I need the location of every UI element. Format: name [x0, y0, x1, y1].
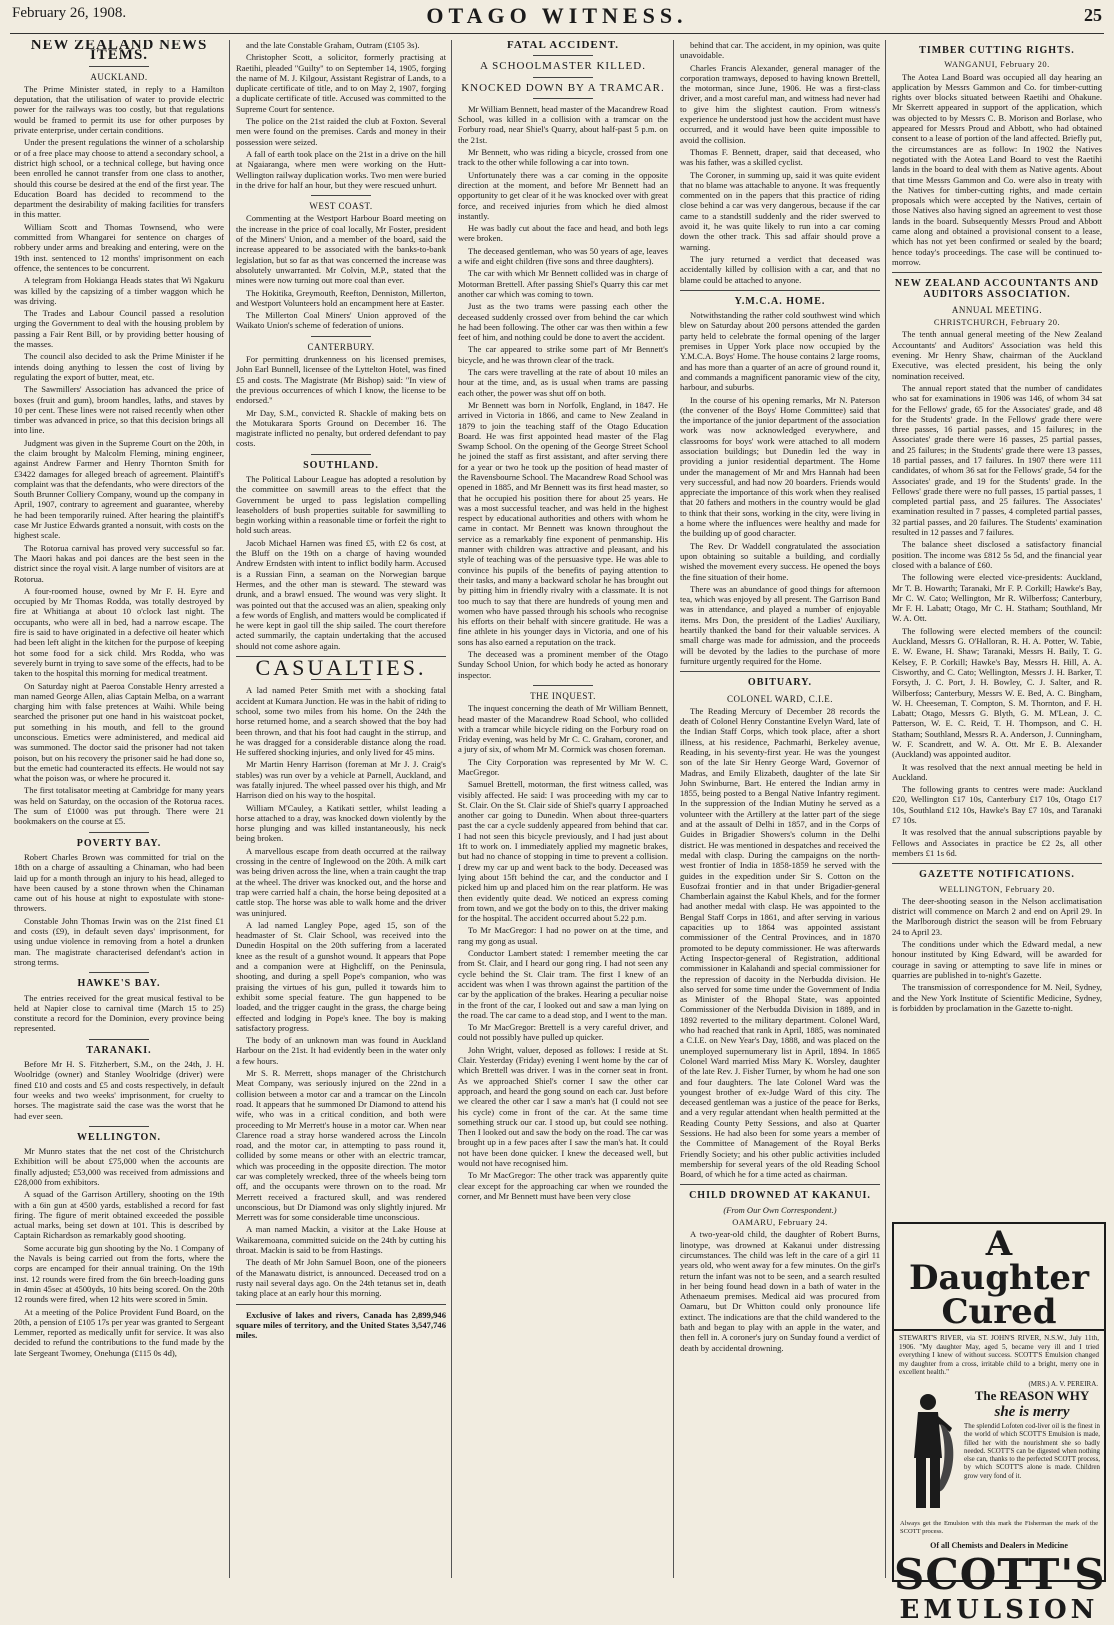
issue-date: February 26, 1908. — [12, 5, 127, 21]
divider — [311, 454, 371, 455]
paragraph: A four-roomed house, owned by Mr F. H. Eyre and occupied by Mr Thomas Rodda, was totally destroyed by fire at Whitianga at about 10 o'clock last night. The occupants, who were all in bed, had a narrow escape. The fire is said to have originated in a defective oil heater which had been left alight in the kitchen for the purpose of keeping hot some food for a sick child. Mrs Rodda, who was severely burnt in trying to save some of the effects, had to be taken to the hospital this morning for medical treatment. — [14, 585, 224, 679]
article-headline: Y.M.C.A. HOME. — [734, 295, 826, 307]
column-5 — [892, 40, 1102, 1216]
article-headline: FATAL ACCIDENT. — [507, 40, 619, 51]
article-body — [236, 40, 446, 190]
column-3 — [458, 40, 668, 1578]
region-heading: CANTERBURY. — [307, 341, 375, 352]
article-body — [14, 993, 224, 1034]
paragraph: The Sawmillers' Association has advanced the price of boxes (fruit and gum), broom handles, laths, and staves by 10 per cent. These lines were not raised recently when other timber was advanced in price, so that this decision brings all into line. — [14, 384, 224, 436]
paragraph: The Aotea Land Board was occupied all day hearing an application by Messrs Gammon and Co. for timber-cutting rights over blocks situated between Raetihi and Ohakune. Mr Skerrett appeared in support of the application, which was objected to by Messrs C. B. Morison and Borlase, who appeared for Messrs Proud and Abbott, who had obtained consent to a lease of portion of the land affected. Briefly put, the circumstances are as follow: In 1902 the Natives negotiated with the Aotea Land Board to vest the Raetihi lands in the board to deal with them as Native agents. About that time Messrs Gammon and Co. were also in treaty with the Natives for timber-cutting rights, and made certain proposals which were accepted by the Natives, certain of those Natives also having signed an agreement to vest those lands in the board. Subsequently Messrs Proud and Abbott came along and obtained a provisional consent to a lease, which has not yet been confirmed or sealed by the board; hence today's proceedings. The case will be continued to-morrow. — [892, 71, 1102, 267]
article-headline: OBITUARY. — [747, 677, 813, 689]
byline: (From Our Own Correspondent.) — [723, 1204, 837, 1215]
paragraph: Mr Munro states that the net cost of the Christchurch Exhibition will be about £75,000 when the accounts are finally adjusted; £53,000 was received from admissions and £28,000 from exhibitors. — [14, 1146, 224, 1187]
ad-signature: (MRS.) A. V. PEREIRA. — [1028, 1379, 1098, 1388]
scotts-emulsion-advertisement — [892, 1222, 1106, 1625]
divider — [311, 195, 371, 196]
paragraph: A squad of the Garrison Artillery, shooting on the 19th with a 6in gun at 4500 yards, established a record for fast firing. The figure of merit obtained exceeded the possible actual marks, being set down at 101. This is described by Captain Richardson as remarkably good shooting. — [14, 1189, 224, 1241]
ad-brand: EMULSION — [899, 1594, 1099, 1625]
newspaper-title: OTAGO WITNESS. — [426, 3, 688, 28]
article-body — [680, 1229, 880, 1353]
article-body — [892, 896, 1102, 1013]
divider — [680, 671, 880, 672]
divider — [89, 972, 149, 973]
ad-brand: SCOTT'S — [894, 1549, 1106, 1599]
paragraph: A lad named Langley Pope, aged 15, son of the headmaster of St. Clair School, was received into the Dunedin Hospital on the 20th suffering from a lacerated knee as the result of a gunshot wound. It appears that Pope and a companion were at Highcliff, on the Peninsula, shooting, and during a spell Pope's companion, who was praising the virtues of his gun, pulled it towards him to exhibit some special feature. The gun happened to be loaded, and the trigger caught in the grass, the charge being effected and lodging in Pope's knee. The boy is making satisfactory progress. — [236, 919, 446, 1033]
paragraph: To Mr MacGregor: The other track was apparently quite clear except for the approaching car when we rounded the corner, and Mr Bennett must have been very close — [458, 1170, 668, 1201]
article-headline: NEW ZEALAND ACCOUNTANTS AND AUDITORS ASSOCIATION. — [894, 278, 1100, 300]
paragraph: The inquest concerning the death of Mr William Bennett, head master of the Macandrew Road School, who collided with a tramcar while bicycle riding on the Forbury road on Friday evening, was held by Mr C. C. Graham, coroner, and a jury of six, of whom Mr M. Cormick was chosen foreman. — [458, 703, 668, 755]
paragraph: A two-year-old child, the daughter of Robert Burns, linotype, was drowned at Kakanui under distressing circumstances. The child was left in the care of a girl 11 years old, who went away for a few minutes. On the girl's return the infant was not to be seen, and a search resulted in her being found head down in a bath of water in the Athenaeum premises. Medical aid was procured from Oamaru, but Dr Whitton could only pronounce life extinct. The indications are that the child wandered to the bath and began to play with an apple in the water, and then fell in. A coroner's jury on Sunday found a verdict of death by accidental drowning. — [680, 1229, 880, 1353]
divider — [533, 685, 593, 686]
paragraph: To Mr MacGregor: I had no power on at the time, and rang my gong as usual. — [458, 925, 668, 946]
dateline: WANGANUI, February 20. — [944, 59, 1050, 70]
paragraph: The death of Mr John Samuel Boon, one of the pioneers of the Manawatu district, is announced. Deceased trod on a rusty nail several days ago. On the 24th tetanus set in, death taking place at an early hour this morning. — [236, 1257, 446, 1299]
footer-note: Exclusive of lakes and rivers, Canada has 2,899,946 square miles of territory, and the United States 3,547,746 miles. — [236, 1309, 446, 1341]
divider — [680, 1184, 880, 1185]
paragraph: The Prime Minister stated, in reply to a Hamilton deputation, that the utilisation of water to provide electric power for the railways was too costly, but that regulations would be framed to permit its use for other purposes by private enterprise, under certain conditions. — [14, 83, 224, 136]
ad-testimonial: STEWART'S RIVER, via ST. JOHN'S RIVER, N.S.W., July 11th, 1906. "My daughter May, aged 5, became very ill and I tried everything I knew of without success. SCOTT'S Emulsion changed my daughter from a cross, irritable child to a bright, merry one in excellent health." — [899, 1334, 1099, 1377]
paragraph: At a meeting of the Police Provident Fund Board, on the 20th, a pension of £105 17s per year was granted to Sergeant Lemmer, reported as medically unfit for service. It was also decided to refund the contributions to the fund made by the late Sergeant Twomey, Onehunga (£115 0s 4d), — [14, 1306, 224, 1358]
ad-copy: The splendid Lofoten cod-liver oil is the finest in the world of which SCOTT'S Emulsion is made, filled her with the nourishment she so badly needed. SCOTT'S can be digested when nothing else can, thanks to the perfected SCOTT process, by which SCOTT'S alone is made. Children grow very fond of it. — [964, 1422, 1100, 1480]
paragraph: The car with which Mr Bennett collided was in charge of Motorman Brettell. After passing Shiel's Quarry this car met another car which was coming to town. — [458, 268, 668, 299]
paragraph: The Reading Mercury of December 28 records the death of Colonel Henry Constantine Evelyn Ward, late of the Indian Staff Corps, which took place, after a short illness, at his residence, Pachmarhi, Berkeley avenue, Reading, in his seventy-first year. He was the youngest son of the late Sir Henry George Ward, Governor of Madras, and Emily Elizabeth, daughter of the late Sir John Swinburne, Bart. He entered the Indian army in 1855, being posted to a Bengal Native Infantry regiment. In the suppression of the Indian Mutiny he served as a volunteer with the Artillery at the latter part of the siege and at the assault of Delhi in 1857, and in the Corps of Guides in Brigadier Showers's column in the Delhi district. He was mentioned in despatches and received the medal with clasp. During the campaigns on the north-west frontier of India in 1858-1859 he served with the guides in the expedition under Sir S. Cotton on the Eusofzai frontier and in that under Brigadier-general Chamberlain against the Kabul Khels, and for the former had another medal with clasp. He was appointed to the Bengal Staff Corps in 1861, and after serving in various capacities up to 1864 was appointed assistant commissioner of the Central Provinces, and in 1870 promoted to be deputy commissioner. He was afterwards Acting Inspector-general of Registration, additional commissioner in Kalahandi and special commissioner for the repression of dacoity in the Nerbudda division. He also served for some time under the Government of India as Minister of the Bhopal State, was appointed Commissioner of the Nerbudda Division in 1889, and in 1892 reverted to the military department. Colonel Ward, who had reached that rank in April, 1885, was nominated a C.I.E. on New Year's Day, 1888, and was placed on the unemployed supernumerary list in April, 1894. In 1865 Colonel Ward married Miss Mary K. Worsley, daughter of the late Rev. J. Fisher Turner, by whom he had one son and four daughters. The late Colonel Ward was the youngest brother of ex-Judge Ward of this city. The deceased gentleman was a justice of the peace for Berks, and a very regular attendant when health permitted at the Reading County Petty Sessions, and also at Quarter Sessions. He had also been for some years a member of the Committee of Management of the Royal Berks Friendly Society; and his other public activities included membership for several years of the old Reading School Board, of which he for a time acted as chairman. — [680, 705, 880, 1180]
ad-body — [894, 1388, 1104, 1518]
paragraph: The conditions under which the Edward medal, a new honour instituted by King Edward, will be awarded for courage in saving or attempting to save life in mines or quarries are published in to-night's Gazette. — [892, 939, 1102, 980]
paragraph: The deceased was a prominent member of the Otago Sunday School Union, for which body he acted as honorary inspector. — [458, 649, 668, 680]
article-subheading: COLONEL WARD, C.I.E. — [727, 693, 833, 704]
column-rule — [673, 40, 674, 1578]
ad-headline: A Daughter — [909, 1224, 1089, 1298]
paragraph: The following grants to centres were made: Auckland £20, Wellington £17 10s, Canterbury £17 10s, Otago £17 10s, Southland £12 10s, Hawke's Bay £7 10s, and Taranaki £7 10s. — [892, 784, 1102, 826]
divider — [680, 290, 880, 291]
article-body — [14, 852, 224, 967]
article-body — [14, 1059, 224, 1121]
article-body — [680, 40, 880, 285]
paragraph: The deer-shooting season in the Nelson acclimatisation district will commence on March 2 and end on April 29. In the Marlborough district the season will be from February 24 to April 23. — [892, 895, 1102, 937]
paragraph: Some accurate big gun shooting by the No. 1 Company of the Navals is being carried out from the forts, where the corps are encamped for their annual training. On the 19th inst. 12 rounds were fired from the 6in breech-loading guns in 4min 45sec at 4500yds, 10 hits being scored. On the 20th 12 rounds were fired, when 12 hits were scored in 5min. — [14, 1242, 224, 1305]
paragraph: It was resolved that the next annual meeting be held in Auckland. — [892, 761, 1102, 782]
casualties-heading: CASUALTIES. — [255, 655, 427, 681]
paragraph: A lad named Peter Smith met with a shocking fatal accident at Kumara Junction. He was in the habit of riding to school, some two miles from his home. On the 24th the horse returned home, and a search showed that the boy had been thrown, and that his foot had caught in the stirrup, and he was dragged for a considerable distance along the road. He suffered shocking injuries, and only lived for 45 mins. — [236, 685, 446, 758]
paragraph: The deceased gentleman, who was 50 years of age, leaves a wife and eight children (five sons and three daughters). — [458, 245, 668, 267]
paragraph: Judgment was given in the Supreme Court on the 20th, in the claim brought by Malcolm Fleming, mining engineer, against Andrew Farmer and Henry Thornton Smith for £3422 damages for alleged breach of agreement. Plaintiff's complaint was that the defendants, who were directors of the South Brunner Colliery Company, wound up the company in April, 1907, contrary to agreement and guarantee, whereby he had been temporarily ruined. After hearing the plaintiff's case Mr Justice Edwards granted a nonsuit, with costs on the highest scale. — [14, 437, 224, 541]
article-subheading: KNOCKED DOWN BY A TRAMCAR. — [461, 81, 665, 94]
column-4 — [680, 40, 880, 1578]
paragraph: In the course of his opening remarks, Mr N. Paterson (the convener of the Boys' Home Committee) said that the importance of the junior department of the association work was now acknowledged everywhere, and classrooms for boys' work were attached to all modern association buildings; but Dunedin led the way in providing a junior residential department. The Home under the management of Mr and Mrs Hannah had been very successful, and had now 20 boarders. Friends would appreciate the importance of this work when they realised that 20 fathers and mothers in the country would be glad to think that their sons, working in the city, were living in a home where the influences were healthy and made for the building up of good character. — [680, 394, 880, 539]
paragraph: Mr S. R. Merrett, shops manager of the Christchurch Meat Company, was seriously injured on the 22nd in a collision between a motor car and a tramcar on the Lincoln road. It appears that he summoned Dr Diamond to attend his wife, who was in a critical condition, and both were proceeding to Mr Merrett's house in a motor car. When near Clarence road a stray horse wandered across the Lincoln road, and the motor car, in attempting to pass round it, collided by some means or other with an electric tramcar, which was proceeding in the opposite direction. The motor car was completely wrecked, three of the wheels being torn off, and the occupants were thrown on to the road. Mr Merrett received a fractured skull, and was rendered unconscious, but Dr Diamond was only slightly injured. Mr Merrett was for some considerable time unconscious. — [236, 1068, 446, 1223]
article-body — [14, 84, 224, 827]
region-heading: SOUTHLAND. — [303, 459, 379, 471]
region-heading: TARANAKI. — [86, 1044, 152, 1056]
divider — [892, 272, 1102, 273]
paragraph: The Millerton Coal Miners' Union approved of the Waikato Union's scheme of federation of unions. — [236, 310, 446, 331]
paragraph: Christopher Scott, a solicitor, formerly practising at Raetihi, pleaded "Guilty" to on September 14, 1905, forging the name of M. J. Kilgour, Assistant Registrar of Lands, to a duplicate certificate of title, and to on May 2, 1907, forging a duplicate certificate of title. Accused was committed to the Supreme Court for sentence. — [236, 52, 446, 114]
column-2 — [236, 40, 446, 1578]
masthead-rule — [10, 33, 1104, 34]
article-subheading: ANNUAL MEETING. — [951, 304, 1043, 315]
paragraph: The entries received for the great musical festival to be held at Napier close to carnival time (March 15 to 25) constitute a record for the Dominion, every province being represented. — [14, 992, 224, 1034]
paragraph: William M'Cauley, a Katikati settler, whilst leading a horse attached to a dray, was knocked down violently by the horse plunging and was killed instantaneously, his neck being broken. — [236, 802, 446, 844]
paragraph: The tenth annual general meeting of the New Zealand Accountants' and Auditors' Association was held this evening. Mr Henry Shaw, chairman of the Auckland Executive, was elected president, his being the only nomination received. — [892, 329, 1102, 381]
dateline: OAMARU, February 24. — [732, 1217, 828, 1228]
paragraph: The following were elected vice-presidents: Auckland, Mr T. B. Howarth; Taranaki, Mr F. P. Corkill; Hawke's Bay, Mr C. W. Cato; Wellington, Mr R. Wilberfoss; Canterbury, Mr F. H. Labatt; Otago, Mr C. H. Statham; Southland, Mr W. A. Ott. — [892, 572, 1102, 624]
ad-headline: Cured — [894, 1295, 1104, 1331]
paragraph: The body of an unknown man was found in Auckland Harbour on the 21st. It had evidently been in the water only a few hours. — [236, 1035, 446, 1066]
paragraph: The cars were travelling at the rate of about 10 miles an hour at the time, and, as is usual when trams are passing each other, the power was shut off on both. — [458, 367, 668, 398]
article-body — [236, 474, 446, 651]
divider — [533, 77, 593, 78]
paragraph: There was an abundance of good things for afternoon tea, which was enjoyed by all present. The Garrison Band was in attendance, and played a number of enjoyable items. Mrs Don, the president of the Ladies' Auxiliary, heartily thanked the band for their valuable services. A small charge was made for admission, and the proceeds will be devoted by the ladies to the purchase of more furniture urgently required for the Home. — [680, 583, 880, 666]
paragraph: The transmission of correspondence for M. Neil, Sydney, and the New York Institute of Scientific Medicine, Sydney, is forbidden by proclamation in the Gazette to-night. — [892, 982, 1102, 1013]
paragraph: Jacob Michael Harnen was fined £5, with £2 6s cost, at the Bluff on the 19th on a charge of having wounded Andrew Erndsten with intent to inflict bodily harm. Accused is a Russian Finn, a seaman on the Norwegian barque Hermes, and the other man is steward. The steward was drunk, and a brawl ensued. The wound was very slight. It was pointed out that the accused was an alien, speaking only a few words of English, and matters would be complicated if he were kept in gaol till the ship sailed. The court therefore acted summarily, the captain undertaking that the accused should not come ashore again. — [236, 537, 446, 651]
paragraph: Charles Francis Alexander, general manager of the corporation tramways, deposed to having known Brettell, the motorman, since June, 1906. He was a first-class driver, and a most careful man, and witness had never had to give him the slightest caution. From witness's experience he understood just how the accident must have occurred, and it would have been quite impossible to avoid the collision. — [680, 62, 880, 145]
paragraph: The council also decided to ask the Prime Minister if he intends doing anything to lessen the cost of living by regulating the export of butter, meat, etc. — [14, 351, 224, 382]
divider — [533, 55, 593, 56]
paragraph: William Scott and Thomas Townsend, who were committed from Whangarei for sentence on charges of robbery under arms and breaking and entering, were on the 19th inst. sentenced to 12 months' imprisonment on each offence, the sentences to be concurrent. — [14, 221, 224, 273]
article-subheading: THE INQUEST. — [530, 690, 596, 701]
paragraph: Commenting at the Westport Harbour Board meeting on the increase in the price of coal locally, Mr Foster, president of the Miners' Union, and a member of the board, said the increase appeared to be associated with the banks-to-bank legislation, but so far as that was concerned the increase was absolutely unwarranted. Mr Colvin, M.P., stated that the mines were now turning out more coal than ever. — [236, 213, 446, 286]
paragraph: To Mr MacGregor: Brettell is a very careful driver, and could not possibly have pulled up quicker. — [458, 1022, 668, 1043]
article-body — [458, 703, 668, 1201]
article-body — [892, 329, 1102, 858]
paragraph: The police on the 21st raided the club at Foxton. Several men were found on the premises. Cards and money in their possession were seized. — [236, 116, 446, 147]
column-rule — [229, 40, 230, 1578]
divider — [236, 1304, 446, 1305]
paragraph: A telegram from Hokianga Heads states that Wi Ngakuru was killed by the capsizing of a timber waggon which he was driving. — [14, 275, 224, 306]
article-body — [14, 1146, 224, 1358]
column-rule — [885, 40, 886, 1578]
section-heading: NEW ZEALAND NEWS ITEMS. — [30, 40, 208, 64]
article-body — [892, 72, 1102, 268]
paragraph: The balance sheet disclosed a satisfactory financial position. The income was £812 5s 5d, and the financial year closed with a balance of £60. — [892, 539, 1102, 570]
paragraph: Samuel Brettell, motorman, the first witness called, was visibly affected. He said: I was proceeding with my car to St. Clair. On the St. Clair side of Shiel's quarry I approached another car going to Dunedin. When about three-quarters past the car a cycle suddenly appeared from behind that car. I had not seen this bicycle previously, and I had just about 1ft to work on. I immediately applied my magnetic brakes, but had no chance of stopping in time to prevent a collision. I drew my car up and went back to the body. Deceased was lying about 15ft behind the car, and the conductor and I picked him up and placed him on the rear platform. He was then evidently quite dead. We noticed an express coming from town, and we got the body on to this, the driver making for the hospital. The accident occurred about 5.22 p.m. — [458, 779, 668, 924]
paragraph: Before Mr H. S. Fitzherbert, S.M., on the 24th, J. H. Woolridge (owner) and Stanley Woolridge (driver) were fined £10 and costs and £5 and costs respectively, in default four weeks and two weeks' imprisonment, for cruelty to horses. The magistrate said the case was the worst that he had ever seen. — [14, 1059, 224, 1121]
article-body — [236, 685, 446, 1298]
paragraph: Thomas F. Bennett, draper, said that deceased, who was his father, was a skilled cyclist. — [680, 146, 880, 168]
ad-reason-block — [964, 1388, 1100, 1481]
paragraph: On Saturday night at Paeroa Constable Henry arrested a man named George Allen, alias Captain Melba, on a warrant charging him with false pretences at Waihi. While being searched the prisoner put one hand in his waistcoat pocket, put something in his mouth, and fell to the ground unconscious. Emetics were administered, and medical aid was summoned. The doctor said the prisoner had not taken poison, but on his recovery the prisoner said he had done so, but the emetic had counteracted its effects. He would not say what the poison was, or where he procured it. — [14, 680, 224, 784]
article-headline: CHILD DROWNED AT KAKANUI. — [689, 1190, 871, 1202]
paragraph: The Hokitika, Greymouth, Reefton, Denniston, Millerton, and Westport Volunteers hold an encampment here at Easter. — [236, 287, 446, 308]
paragraph: Mr Bennett was born in Norfolk, England, in 1847. He arrived in Victoria in 1866, and came to New Zealand in 1879 to join the teaching staff of the Otago Education Board. He was first appointed head master of the Flag Swamp School. On the opening of the George Street School he joined the staff as first assistant, and after serving there for a year or two he took up the position of head master of the Ravensbourne School. The Macandrew Road School was opened in 1885, and Mr Bennett was its first head master, so that he occupied his position there for about 25 years. He was a most successful teacher, and was held in the highest respect by educational authorities and others with whom he came in contact. Mr Bennett was known throughout the service as a remarkably fine exponent of penmanship. His manner with children was attractive and pleasant, and his style of teaching was of the persuasive type. He was able to convince his pupils of the benefits of paying attention to their tasks, and many a backward scholar he has brought out by pitting him in friendly rivalry with a classmate. It is not too much to say that there are hundreds of young men and women who have passed through his schools who recognise his efforts on their behalf with sincere gratitude. He was a fine athlete in his younger days in Victoria, and one of his sons has also earned a reputation on the track. — [458, 399, 668, 647]
region-heading: WEST COAST. — [309, 201, 373, 212]
paragraph: John Wright, valuer, deposed as follows: I reside at St. Clair. Yesterday (Friday) evening I went home by the car of which Brettell was driver. I was in the corner seat in front. As we approached Shiel's corner I saw the other car approach, and heard the gong sound on each car. Just before we cleared the other car I saw a man's hat (I could not see his cycle) come in front of the car. At the same time something struck our car. I stood up, but could see nothing. Then I looked out and saw the body on the road. The car was brought up in a few paces after I saw the man's hat. It could not have been done quicker. I knew the deceased well, but would not have recognised him. — [458, 1044, 668, 1168]
article-headline: GAZETTE NOTIFICATIONS. — [919, 869, 1075, 881]
paragraph: Notwithstanding the rather cold southwest wind which blew on Saturday about 200 persons attended the garden party held to celebrate the formal opening of the larger premises in Upper York place now occupied by the Y.M.C.A. Boys' Home. The house contains 2 large rooms, and has more than a quarter of an acre of ground round it, and commands a magnificent panoramic view of the city, harbour, and suburbs. — [680, 310, 880, 393]
region-heading: HAWKE'S BAY. — [77, 978, 161, 990]
paragraph: and the late Constable Graham, Outram (£105 3s). — [246, 40, 420, 50]
dateline: WELLINGTON, February 20. — [939, 883, 1055, 894]
dateline: CHRISTCHURCH, February 20. — [933, 317, 1061, 328]
ad-subheadline: The REASON WHY — [974, 1387, 1090, 1403]
article-body — [236, 213, 446, 330]
region-heading: POVERTY BAY. — [76, 837, 162, 849]
paragraph: A marvellous escape from death occurred at the railway crossing in the centre of Inglewood on the 20th. A milk cart was being driven across the line, when a train caught the trap at the wheel. The driver was knocked out, and the horse and trap were carried half a chain, the horse being deposited at a cattle stop. The horse was able to walk home and the driver was uninjured. — [236, 845, 446, 918]
divider — [89, 1126, 149, 1127]
divider — [89, 66, 149, 67]
divider — [89, 1039, 149, 1040]
paragraph: The Coroner, in summing up, said it was quite evident that no blame was attachable to anyone. It was frequently commented on in the papers that this practice of riding close behind a car was very dangerous, because if the car came to a standstill suddenly and the rider swerved to avoid it, he was quite likely to run into a car coming down the other track. This sad affair should prove a warning. — [680, 169, 880, 252]
paragraph: A man named Mackin, a visitor at the Lake House at Waikaremoana, committed suicide on the 24th by cutting his throat. Mackin is said to be from Hastings. — [236, 1224, 446, 1256]
paragraph: The first totalisator meeting at Cambridge for many years was held on Saturday, on the occasion of the Rotorua races. The sum of £1000 was put through. There were 21 bookmakers on the course at £5. — [14, 785, 224, 827]
article-body — [236, 354, 446, 449]
paragraph: Under the present regulations the winner of a scholarship or of a free place may choose to attend a secondary school, a district high school, or a technical college, but having once been enrolled he cannot transfer from one class to another, should this course be desired at the end of the first year. The Education Board has decided to recommend to the department the desirability of making facilities for transfers in this matter. — [14, 137, 224, 220]
article-subheading: A SCHOOLMASTER KILLED. — [480, 60, 646, 73]
divider — [311, 336, 371, 337]
paragraph: For permitting drunkenness on his licensed premises, John Earl Bunnell, licensee of the Lyttelton Hotel, was fined £5 and costs. The Magistrate (Mr Bishop) said: "In view of the previous occurrences of which I know, the license to be endorsed." — [236, 354, 446, 406]
column-rule — [451, 40, 452, 1578]
paragraph: Robert Charles Brown was committed for trial on the 18th on a charge of assaulting a Chinaman, who had been laid up for a month through an injury to his head, alleged to have been caused by a stone thrown when the Chinaman came out of his house at night to expostulate with stone-throwers. — [14, 851, 224, 914]
paragraph: Mr Bennett, who was riding a bicycle, crossed from one track to the other while following a car into town. — [458, 147, 668, 168]
paragraph: Unfortunately there was a car coming in the opposite direction at the moment, and before Mr Bennett had an opportunity to get clear of it he was knocked over with great force, and received injuries from which he died almost instantly. — [458, 169, 668, 221]
paragraph: The Political Labour League has adopted a resolution by the committee on sawmill areas to the effect that the Government be urged to pass legislation compelling leaseholders of bush properties suitable for sawmilling to begin working within a reasonable time or forfeit the right to hold such areas. — [236, 473, 446, 536]
region-heading: WELLINGTON. — [77, 1131, 161, 1143]
divider — [89, 832, 149, 833]
paragraph: The Rotorua carnival has proved very successful so far. The Maori hakas and poi dances are the best seen in the district since the royal visit. A large number of visitors are at Rotorua. — [14, 542, 224, 584]
paragraph: Conductor Lambert stated: I remember meeting the car from St. Clair, and I heard our gong ring. I had not seen any cycle behind the St. Clair tram. The first I knew of an accident was when I was thrown against the partition of the car by the application of the brakes. Hearing a peculiar noise in the front of the car, I looked out and saw a man lying on the road. The car came to a dead stop, and I went to the man. — [458, 948, 668, 1020]
paragraph: Mr Day, S.M., convicted R. Shackle of making bets on the Motukarara Sports Ground on December 16. The magistrate inflicted no penalty, but ordered defendant to pay costs. — [236, 407, 446, 449]
paragraph: The following were elected members of the council: Auckland, Messrs G. O'Halloran, R. H. A. Potter, W. Tabie, E. W. Ewane, H. Shaw; Taranaki, Messrs H. Baily, T. G. Kelsey, F. P. Corkill; Hawke's Bay, Messrs H. Hill, A. A. Cisworthy, and C. Cato; Wellington, Messrs J. H. Barker, T. Forsyth, J. C. Port, J. H. Bowley, C. J. Salter, and R. Wilberfoss; Canterbury, Messrs W. E. Bed, A. C. Bingham, W. H. Cheeseman, T. Compton, S. M. Thornton, and F. H. Labatt; Otago, Messrs G. Blyth, G. M. M'Lean, J. C. Patterson, W. E. C. Reid, T. H. Thompson, and C. H. Statham; Southland, Messrs R. A. Anderson, J. Cunningham, W. F. Scandrett, and W. A. Ott. Mr E. B. Alexander (Auckland) was appointed auditor. — [892, 625, 1102, 760]
paragraph: Mr Martin Henry Harrison (foreman at Mr J. J. Craig's stables) was run over by a vehicle at Parnell, Auckland, and was fatally injured. The wheel passed over his thigh, and Mr Harrison died on his way to the hospital. — [236, 759, 446, 801]
divider — [533, 98, 593, 99]
page-number: 25 — [1084, 5, 1102, 25]
ad-chemists-line: Of all Chemists and Dealers in Medicine — [930, 1540, 1068, 1550]
paragraph: behind that car. The accident, in my opinion, was quite unavoidable. — [680, 40, 880, 61]
paragraph: He was badly cut about the face and head, and both legs were broken. — [458, 223, 668, 244]
article-body — [680, 706, 880, 1180]
article-body — [458, 104, 668, 680]
paragraph: It was resolved that the annual subscriptions payable by Fellows and Associates in practice be £2 2s, all other members £1 1s 6d. — [892, 827, 1102, 858]
fisherman-with-fish-icon — [900, 1388, 958, 1516]
paragraph: The annual report stated that the number of candidates who sat for examinations in 1906 was 146, of whom 34 sat for the Fellows' grade, 65 for the Associates' grade, and 48 for the Students' grade. In the Fellows' grade there were three passes, 16 partial passes, and 15 failures; in the Associates' grade there were 16 passes, 25 partial passes, and 25 failures; in the Students' grade there were 13 passes, 18 partial passes, and 17 failures. In 1907 there were 111 candidates, of whom 36 sat for the Fellows' grade, 54 for the Associates' grade, and 19 for the Students' grade. In the Fellows' grade there were no full passes, 15 partial passes, 1 completed partial pass, and 25 failures. The Associates' examination resulted in 7 passes, 4 completed partial passes, 32 partial passes, and 20 failures. The Students' examination resulted in 12 passes and 7 failures. — [892, 382, 1102, 538]
paragraph: The Trades and Labour Council passed a resolution urging the Government to deal with the housing problem by passing a Fair Rent Bill, or by providing better housing of the masses. — [14, 308, 224, 350]
article-body — [680, 310, 880, 666]
paragraph: Mr William Bennett, head master of the Macandrew Road School, was killed in a collision with a tramcar on the Forbury road, near Shiel's Quarry, about half-past 5 p.m. on the 21st. — [458, 103, 668, 145]
paragraph: Constable John Thomas Irwin was on the 21st fined £1 and costs (£9), in default seven days' imprisonment, for using undue violence in removing from a hotel a drunken man. The magistrate characterised defendant's action in strong terms. — [14, 915, 224, 967]
column-1 — [14, 40, 224, 1578]
paragraph: A fall of earth took place on the 21st in a drive on the hill at Ngaiaranga, where men were working on the Hutt-Wellington railway duplication works. Two men were buried in the drive for half an hour, but they were rescued unhurt. — [236, 148, 446, 190]
article-headline: TIMBER CUTTING RIGHTS. — [919, 45, 1075, 56]
paragraph: The City Corporation was represented by Mr W. C. MacGregor. — [458, 756, 668, 777]
paragraph: Just as the two trams were passing each other the deceased suddenly crossed over from behind the car which he had been following. The other car was then within a few feet of him, and nothing could be done to avert the accident. — [458, 301, 668, 343]
masthead — [10, 3, 1104, 31]
ad-subheadline: she is merry — [994, 1403, 1070, 1420]
region-heading: AUCKLAND. — [90, 71, 148, 82]
ad-sidenote: Always get the Emulsion with this mark the Fisherman the mark of the SCOTT process. — [900, 1519, 1098, 1536]
paragraph: The car appeared to strike some part of Mr Bennett's bicycle, and he was thrown clear of the track. — [458, 344, 668, 365]
divider — [892, 863, 1102, 864]
paragraph: The Rev. Dr Waddell congratulated the association upon obtaining so suitable a building, and cordially wished the movement every success. He opened the boys the fine situation of their home. — [680, 540, 880, 582]
paragraph: The jury returned a verdict that deceased was accidentally killed by collision with a car, and that no blame could be attached to anyone. — [680, 253, 880, 285]
